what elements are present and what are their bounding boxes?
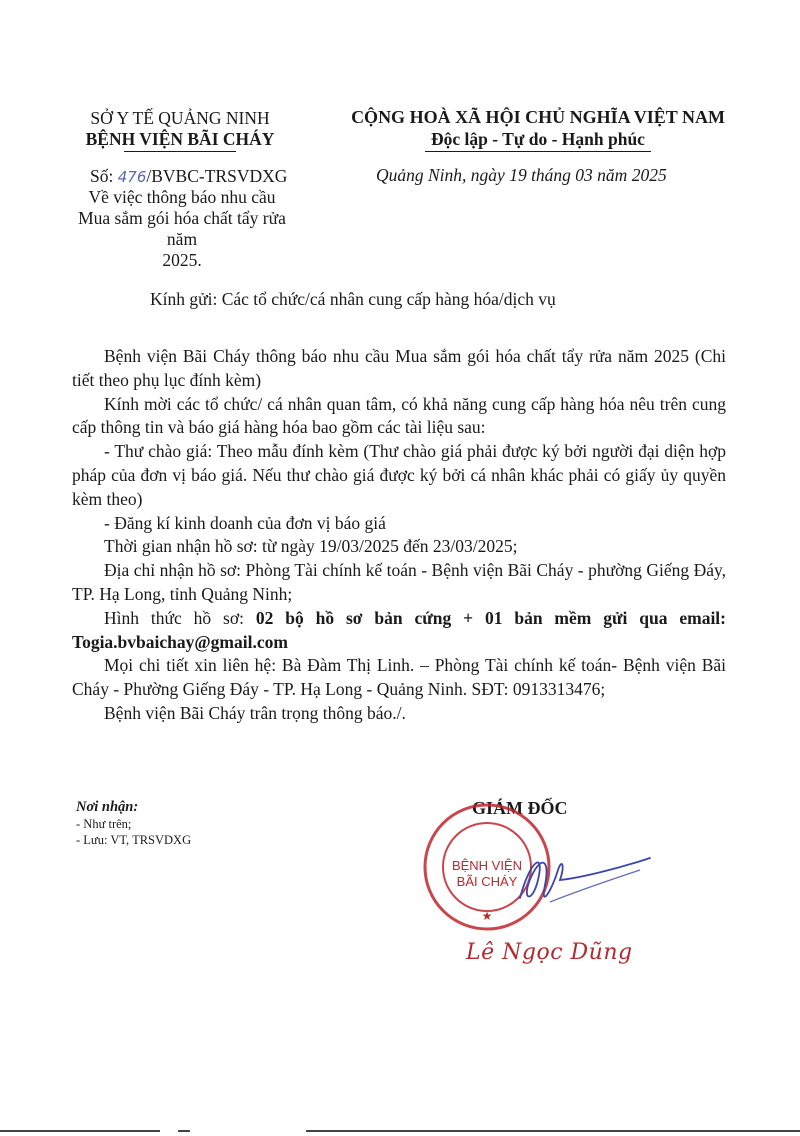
- number-label: Số:: [90, 166, 114, 186]
- motto-text: Độc lập - Tự do - Hạnh phúc: [425, 128, 651, 152]
- subject: [62, 187, 302, 271]
- left-header: [60, 108, 300, 152]
- subject-line-3: 2025.: [162, 250, 202, 270]
- right-header: [318, 106, 758, 152]
- signature-icon: [490, 840, 660, 930]
- form-label: Hình thức hồ sơ:: [104, 607, 256, 628]
- nation-title: CỘNG HOÀ XÃ HỘI CHỦ NGHĨA VIỆT NAM: [351, 107, 725, 127]
- recipients-title: Nơi nhận:: [76, 799, 139, 815]
- stamp-line-1: BỆNH VIỆN: [451, 858, 523, 873]
- paragraph-intro: Bệnh viện Bãi Cháy thông báo nhu cầu Mua sắm gói hóa chất tẩy rửa năm 2025 (Chi tiết theo phụ lục đính kèm): [72, 346, 726, 390]
- subject-line-1: Về việc thông báo nhu cầu: [88, 187, 276, 207]
- paragraph-contact: Mọi chi tiết xin liên hệ: Bà Đàm Thị Linh. – Phòng Tài chính kế toán- Bệnh viện Bãi Cháy - Phường Giếng Đáy - TP. Hạ Long - Quảng Ninh. SĐT: 0913313476;: [72, 655, 726, 700]
- number-handwritten: 476: [117, 168, 147, 186]
- paragraph-business-registration: - Đăng kí kinh doanh của đơn vị báo giá: [104, 512, 386, 533]
- stamp-star-icon: ★: [481, 909, 493, 923]
- paragraph-invitation: Kính mời các tổ chức/ cá nhân quan tâm, có khả năng cung cấp hàng hóa nêu trên cung cấp thông tin và báo giá hàng hóa bao gồm các tài liệu sau:: [72, 393, 726, 438]
- hospital-name: BỆNH VIỆN BÃI CHÁY: [85, 129, 275, 149]
- recipient-line: Kính gửi: Các tổ chức/cá nhân cung cấp hàng hóa/dịch vụ: [150, 289, 556, 309]
- signer-title: GIÁM ĐỐC: [472, 798, 568, 818]
- subject-line-2: Mua sắm gói hóa chất tẩy rửa năm: [78, 208, 286, 249]
- place-date: Quảng Ninh, ngày 19 tháng 03 năm 2025: [376, 165, 667, 185]
- paragraph-receiving-time: Thời gian nhận hồ sơ: từ ngày 19/03/2025 đến 23/03/2025;: [104, 536, 518, 557]
- signer-name: Lê Ngọc Dũng: [466, 940, 633, 965]
- department-name: SỞ Y TẾ QUẢNG NINH: [90, 108, 270, 128]
- motto: [318, 128, 758, 152]
- hospital-underline: [124, 151, 236, 152]
- paragraph-form: [72, 607, 726, 655]
- bottom-divider-short: [178, 1130, 190, 1132]
- paragraph-quote-letter: - Thư chào giá: Theo mẫu đính kèm (Thư chào giá phải được ký bởi người đại diện hợp pháp của đơn vị báo giá. Nếu thư chào giá được ký bởi cá nhân khác phải có giấy ủy quyền kèm theo): [72, 441, 726, 509]
- number-suffix: /BVBC-TRSVDXG: [146, 166, 288, 186]
- paragraph-address: Địa chỉ nhận hồ sơ: Phòng Tài chính kế toán - Bệnh viện Bãi Cháy - phường Giếng Đáy, TP. Hạ Long, tỉnh Quảng Ninh;: [72, 560, 726, 604]
- body: [72, 345, 726, 726]
- bottom-divider-left: [0, 1130, 160, 1132]
- paragraph-closing: Bệnh viện Bãi Cháy trân trọng thông báo./.: [104, 702, 406, 723]
- stamp-line-2: BÃI CHÁY: [456, 874, 518, 889]
- recipients-block: [76, 798, 276, 848]
- document-number: [90, 166, 310, 188]
- bottom-divider-right: [306, 1130, 800, 1132]
- form-details: 02 bộ hồ sơ bản cứng + 01 bản mềm gửi qua email: Togia.bvbaichay@gmail.com: [72, 607, 726, 652]
- recipient-item-2: - Lưu: VT, TRSVDXG: [76, 833, 192, 847]
- recipient-item-1: - Như trên;: [76, 817, 132, 831]
